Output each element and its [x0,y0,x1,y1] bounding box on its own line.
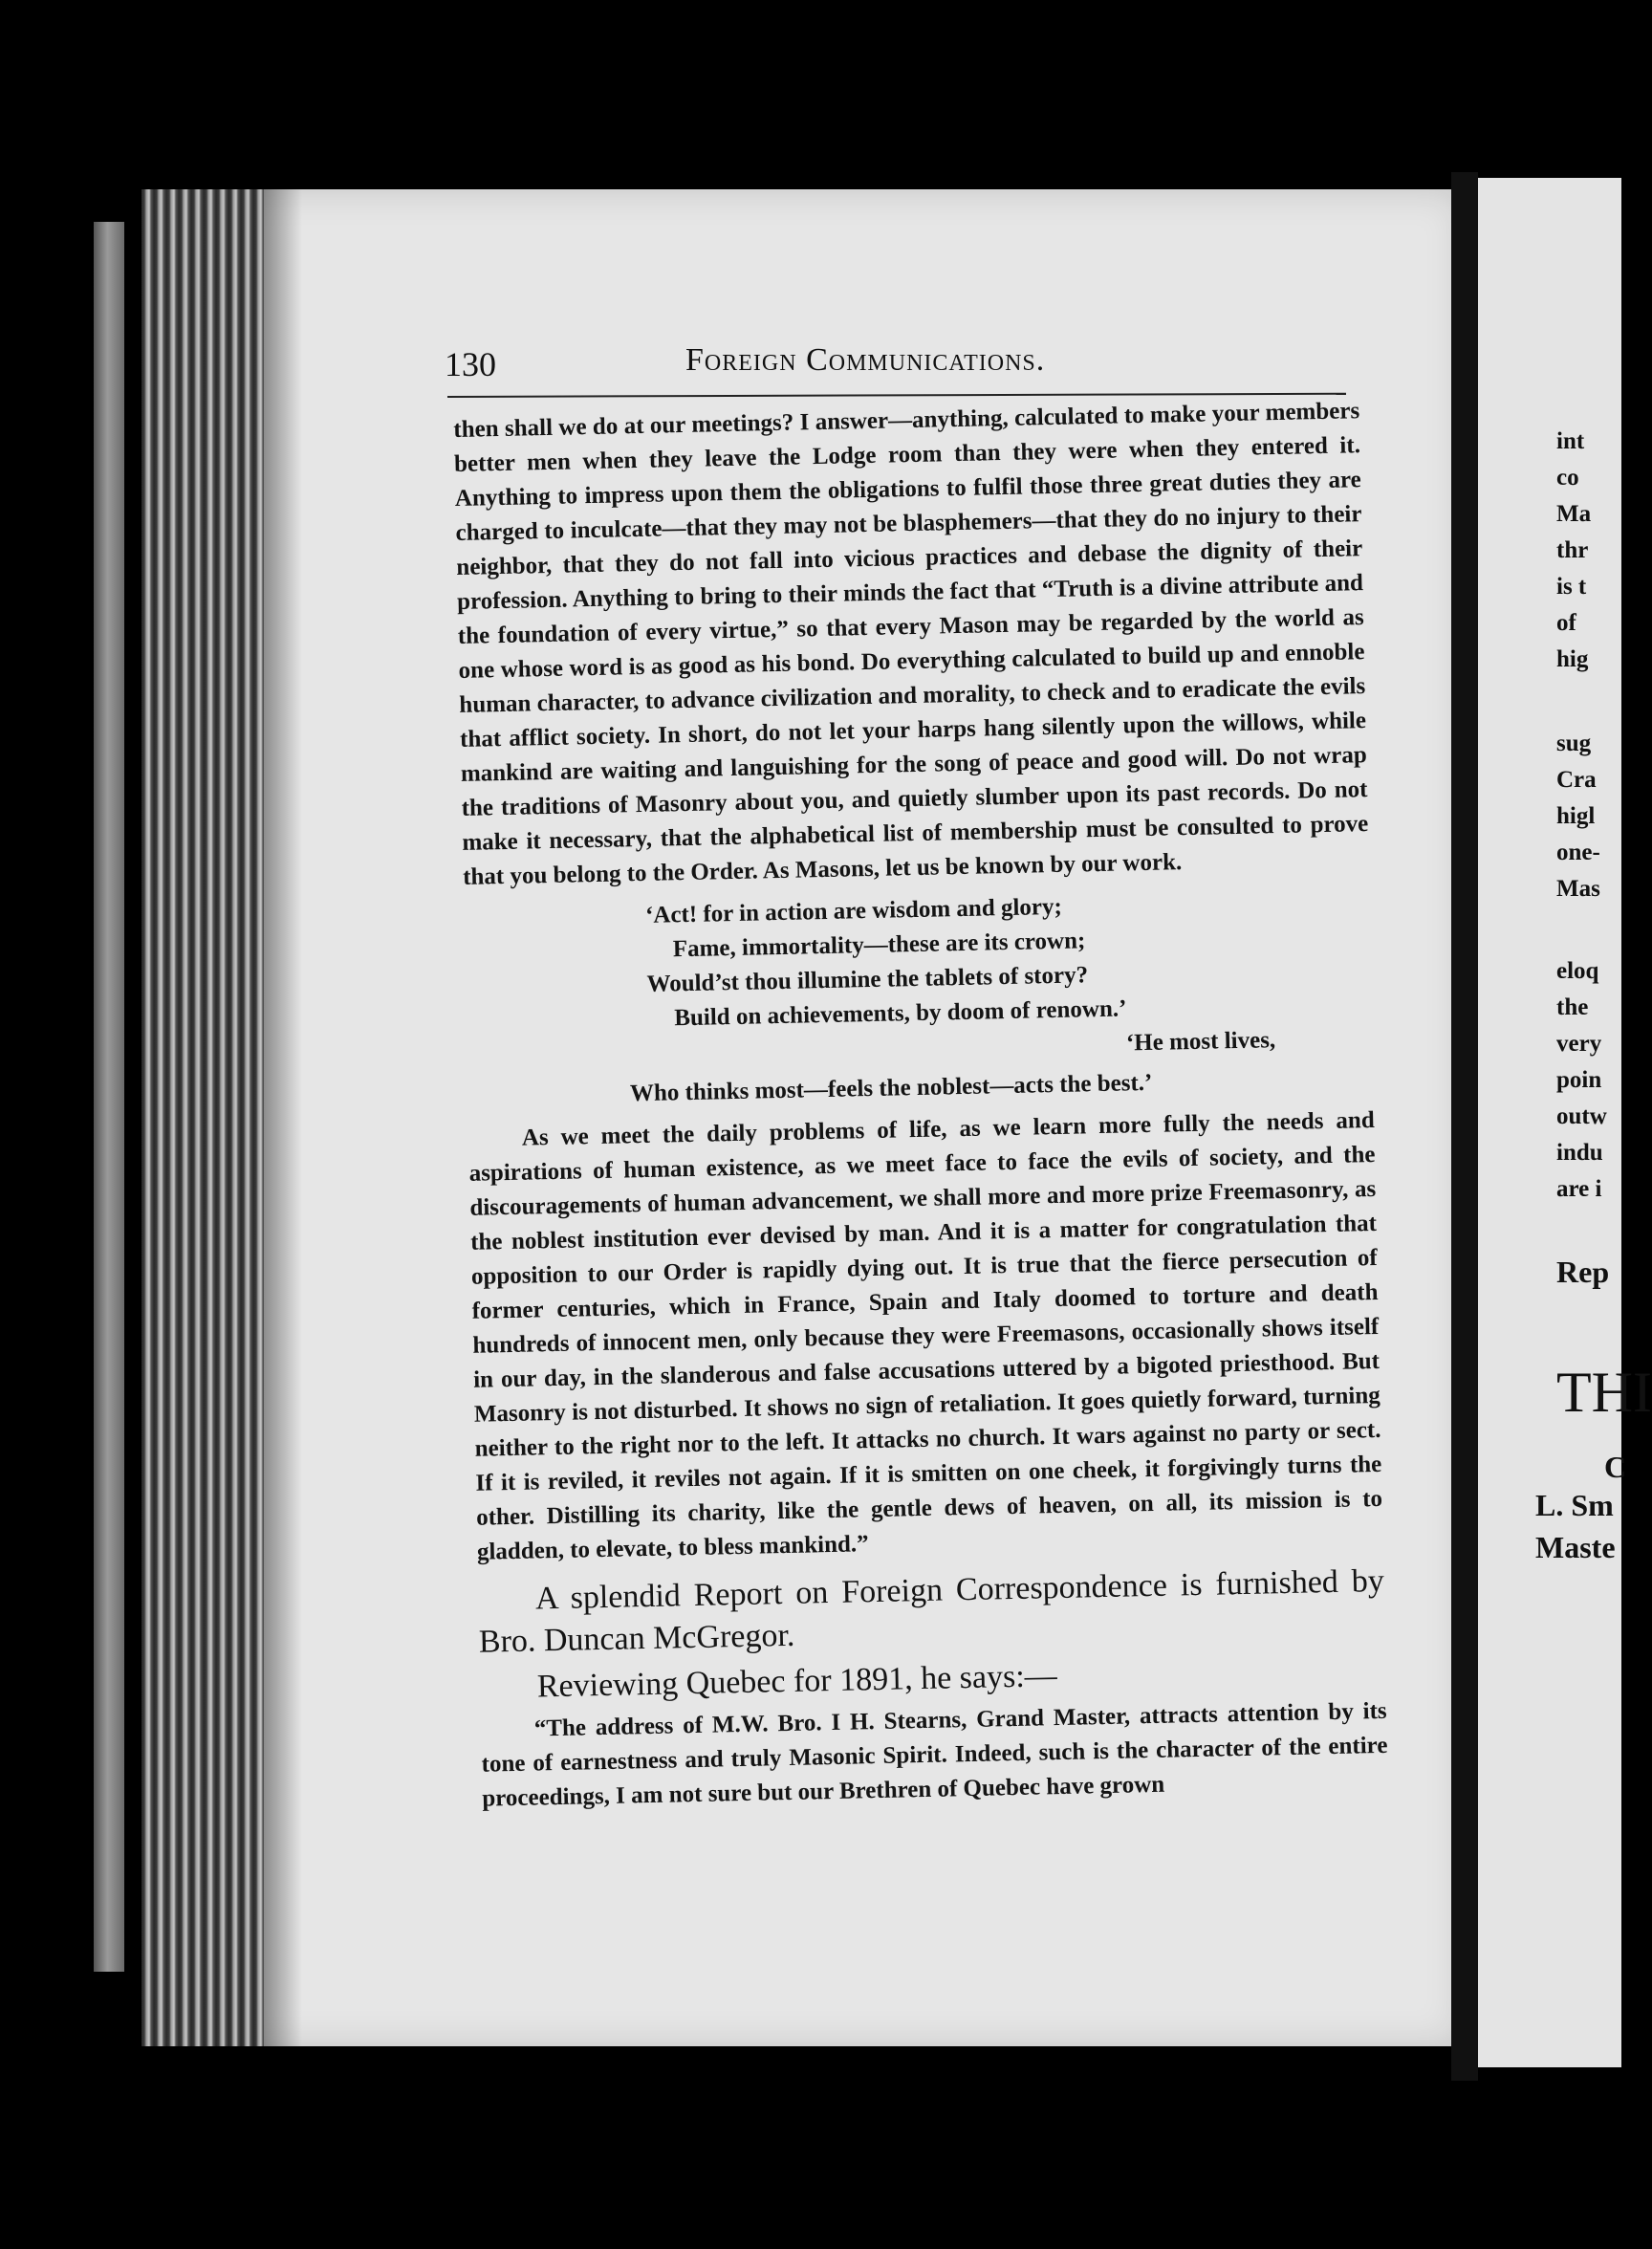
verse-line: ‘He most lives, [1125,1027,1276,1057]
right-fragment: are i [1556,1176,1602,1202]
verse-line: Would’st thou illumine the tablets of story? [646,962,1089,997]
right-fragment: indu [1556,1140,1603,1166]
verse-line: Who thinks most—feels the noblest—acts the best.’ [629,1069,1153,1107]
right-fragment: co [1556,465,1579,491]
right-fragment: of [1556,610,1576,636]
right-fragment: L. Sm [1535,1488,1614,1522]
page-body [453,394,1389,1841]
verse-block [464,884,1374,1115]
right-fragment: Maste [1535,1530,1616,1564]
right-fragment: Cra [1556,767,1597,793]
right-fragment: outw [1556,1103,1607,1129]
right-fragment: very [1556,1031,1602,1057]
right-fragment: Ma [1556,501,1592,527]
report-subheading: Reviewing Quebec for 1891, he says:— [536,1658,1058,1705]
quote-paragraph: “The address of M.W. Bro. I H. Stearns, Grand Master, attracts attention by its tone of earnestness and truly Masonic Spirit. Indeed, such is the character of the entire proceedings, I am not sure but our Brethren of Quebec have grown [481,1697,1388,1812]
page-number: 130 [445,345,496,383]
verse-line: Fame, immortality—these are its crown; [672,928,1086,963]
right-page-fragment [1478,178,1652,2067]
right-fragment: one- [1556,840,1600,865]
right-fragment: is t [1556,574,1587,600]
book-gutter [1451,172,1478,2081]
right-fragment: THI [1556,1361,1652,1424]
right-fragment: int [1556,428,1585,454]
right-fragment: poin [1556,1067,1602,1093]
verse-line: Build on achievements, by doom of renown.’ [674,995,1127,1032]
verse-line: ‘Act! for in action are wisdom and glory; [644,893,1063,928]
book-edge [94,222,124,1972]
right-fragment: C [1604,1450,1627,1484]
right-fragment: thr [1556,537,1589,563]
right-fragment: eloq [1556,958,1599,984]
paragraph-meetings: then shall we do at our meetings? I answer—anything, calculated to make your members better men when they leave the Lodge room than they were when they entered it. Anything to impress upon them the obligations to fulfil those three great duties they are charged to inculcate—that they may not be blasphemers—that they do no injury to their neighbor, that they do not fall into vicious practices and debase the dignity of their profession. Anything to bring to their minds the fact that “Truth is a divine attribute and the foundation of every virtue,” so that every Mason may be regarded by the world as one whose word is as good as his bond. Do everything calculated to build up and ennoble human character, to advance civilization and morality, to check and to eradicate the evils that afflict society. In short, do not let your harps hang silently upon the willows, while mankind are waiting and languishing for the song of peace and good will. Do not wrap the traditions of Masonry about you, and quietly slumber upon its past records. Do not make it necessary, that the alphabetical list of membership must be consulted to prove that you belong to the Order. As Masons, let us be known by our work. [453,398,1369,890]
right-fragment: Rep [1556,1255,1610,1289]
page-edge-stripes [141,189,264,2046]
right-fragment: sug [1556,731,1592,756]
right-fragment: higl [1556,803,1596,829]
running-head: Foreign Communications. [685,342,1046,378]
paragraph-problems-of-life: As we meet the daily problems of life, as we learn more fully the needs and aspirations of human existence, as we meet face to face the evils of society, and the discouragements of human advancement, we shall more and more prize Freemasonry, as the noblest institution ever devised by man. And it is a matter for congratulation that opposition to our Order is rapidly dying out. It is true that the fierce persecution of former centuries, which in France, Spain and Italy doomed to torture and death hundreds of innocent men, only because they were Freemasons, occasionally shows itself in our day, in the slanderous and false accusations uttered by a bigoted priesthood. But Masonry is not disturbed. It shows no sign of retaliation. It goes quietly forward, turning neither to the right nor to the left. It attacks no church. It wars against no party or sect. If it is reviled, it reviles not again. If it is smitten on one cheek, it forgivingly turns the other. Distilling its charity, like the gentle dews of heaven, on all, its mission is to gladden, to elevate, to bless mankind.” [468,1106,1383,1565]
report-heading: A splendid Report on Foreign Correspondence is furnished by Bro. Duncan McGregor. [478,1562,1385,1660]
right-fragment: the [1556,994,1589,1020]
right-fragment: Mas [1556,876,1600,902]
right-fragment: hig [1556,646,1589,672]
